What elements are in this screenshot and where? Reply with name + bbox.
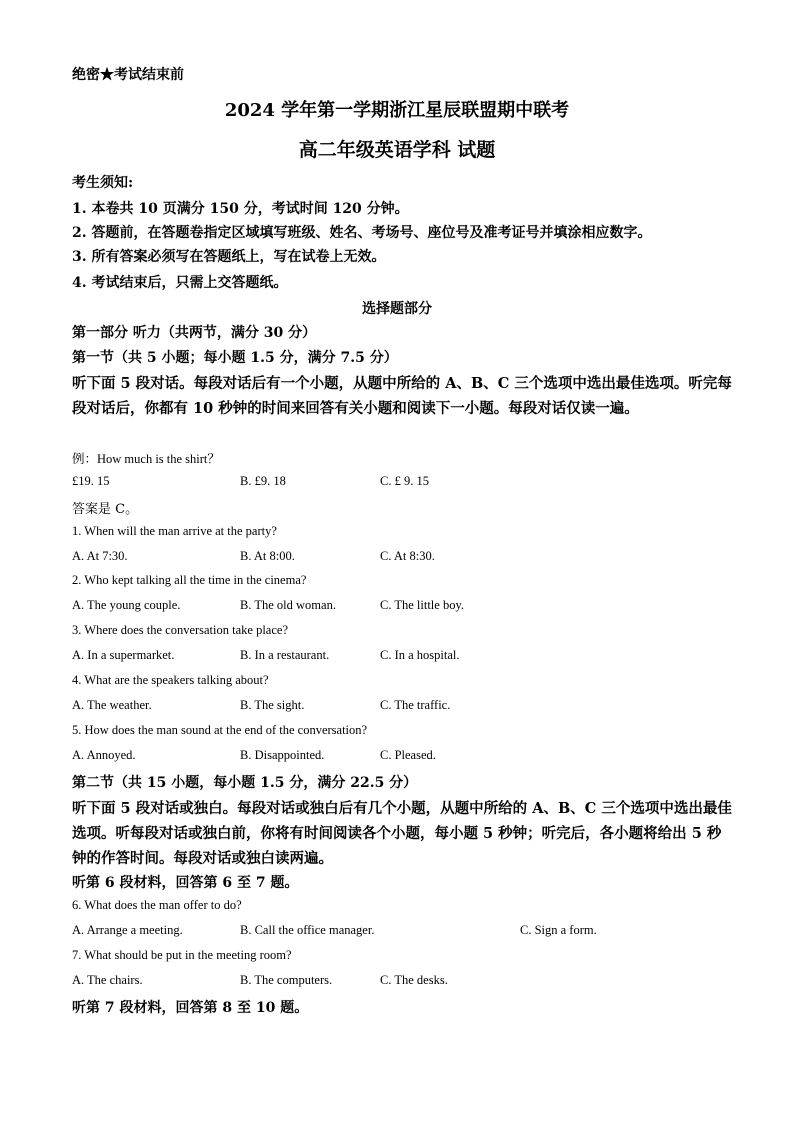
confidential-label: 绝密★考试结束前 [72,67,184,83]
question-3: 3. Where does the conversation take place? [72,623,288,637]
question-5: 5. How does the man sound at the end of the conversation? [72,723,368,737]
option-a: £19. 15 [72,474,110,488]
example-answer: 答案是 C。 [72,502,139,517]
section2-heading: 第二节（共 15 小题，每小题 1.5 分，满分 22.5 分） [72,775,418,791]
option-c: C. Pleased. [380,748,436,762]
option-a: A. Arrange a meeting. [72,923,183,937]
option-a: A. Annoyed. [72,748,136,762]
section1-instructions: 听下面 5 段对话。每段对话后有一个小题，从题中所给的 A、B、C 三个选项中选出最佳选项。听完每段对话后，你都有 10 秒钟的时间来回答有关小题和阅读下一小题。每段对话仅读一遍。 [72,375,732,417]
option-a: A. In a supermarket. [72,648,175,662]
option-c: C. Sign a form. [520,923,597,937]
question-7: 7. What should be put in the meeting room? [72,948,292,962]
option-a: A. The young couple. [72,598,181,612]
option-c: C. The little boy. [380,598,465,612]
part-title: 选择题部分 [362,301,432,317]
notice-heading: 考生须知: [72,175,134,191]
question-4: 4. What are the speakers talking about? [72,673,269,687]
option-b: B. At 8:00. [240,549,295,563]
part1-heading: 第一部分 听力（共两节，满分 30 分） [72,325,317,341]
exam-title: 2024 学年第一学期浙江星辰联盟期中联考 [224,100,570,121]
question-1: 1. When will the man arrive at the party? [72,524,277,538]
option-c: C. At 8:30. [380,549,435,563]
option-a: A. The chairs. [72,973,143,987]
option-a: A. The weather. [72,698,152,712]
option-b: B. In a restaurant. [240,648,330,662]
option-c: C. £ 9. 15 [380,474,429,488]
notice-item: 1. 本卷共 10 页满分 150 分，考试时间 120 分钟。 [72,201,409,217]
option-b: B. Call the office manager. [240,923,375,937]
option-a: A. At 7:30. [72,549,128,563]
option-b: B. The old woman. [240,598,336,612]
question-6: 6. What does the man offer to do? [72,898,242,912]
material-7-heading: 听第 7 段材料，回答第 8 至 10 题。 [72,1000,309,1016]
option-b: B. The computers. [240,973,333,987]
section2-instructions: 听下面 5 段对话或独白。每段对话或独白后有几个小题，从题中所给的 A、B、C 三个选项中选出最佳选项。听每段对话或独白前，你将有时间阅读各个小题，每小题 5 秒钟；听完后，各小题将给出 5 秒钟的作答时间。每段对话或独白读两遍。 [72,800,732,867]
option-c: C. The desks. [380,973,448,987]
option-b: B. £9. 18 [240,474,286,488]
section1-heading: 第一节（共 5 小题；每小题 1.5 分，满分 7.5 分） [72,350,398,366]
option-c: C. In a hospital. [380,648,460,662]
exam-subtitle: 高二年级英语学科 试题 [298,139,496,161]
material-6-heading: 听第 6 段材料，回答第 6 至 7 题。 [72,875,299,891]
option-c: C. The traffic. [380,698,451,712]
option-b: B. The sight. [240,698,305,712]
notice-item: 3. 所有答案必须写在答题纸上，写在试卷上无效。 [72,249,386,265]
example-question: 例：How much is the shirt？ [72,452,220,466]
notice-item: 2. 答题前，在答题卷指定区域填写班级、姓名、考场号、座位号及准考证号并填涂相应数字。 [72,225,652,241]
question-2: 2. Who kept talking all the time in the cinema? [72,573,307,587]
notice-item: 4. 考试结束后，只需上交答题纸。 [72,275,288,291]
option-b: B. Disappointed. [240,748,325,762]
